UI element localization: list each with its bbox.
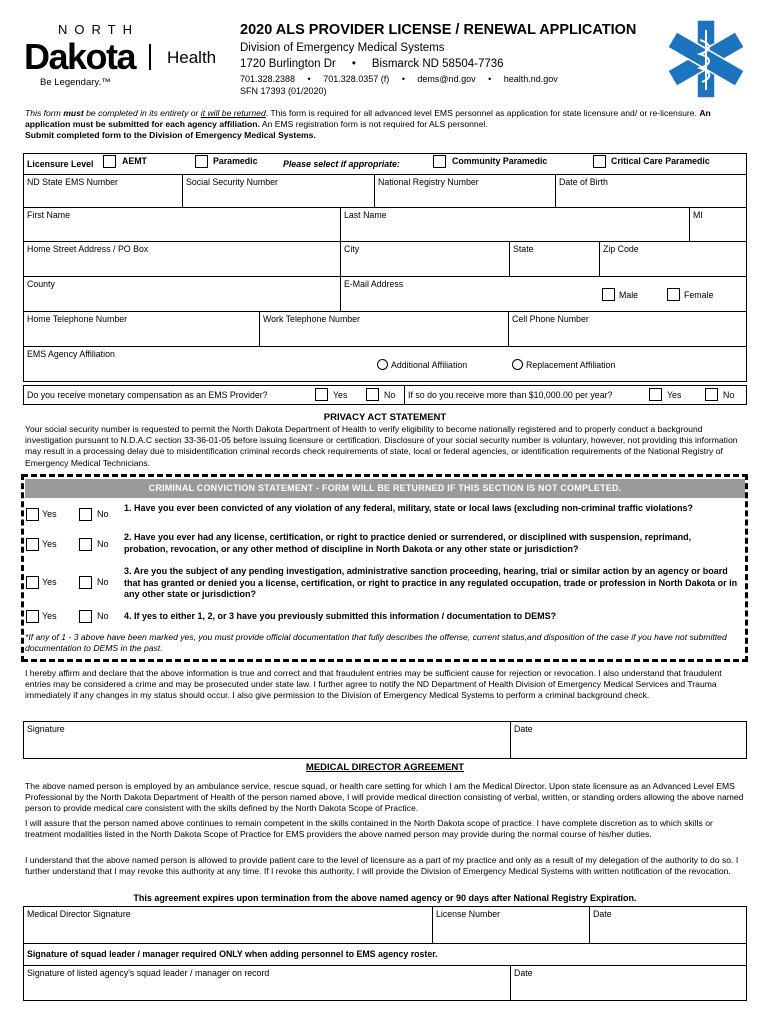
- email-field[interactable]: E-Mail Address: [340, 276, 747, 312]
- form-number: SFN 17393 (01/2020): [240, 86, 327, 96]
- criminal-question-2: 2. Have you ever had any license, certification, or right to practice denied or surrendered, or disciplined with suspension, reprimand, probation, revocation, or any other method of discipline in North Dakota or any other state or jurisdiction?: [124, 532, 692, 554]
- license-number-field[interactable]: License Number: [432, 906, 590, 944]
- please-select-label: Please select if appropriate:: [283, 159, 400, 169]
- state-field[interactable]: State: [509, 241, 600, 277]
- criminal-note: *If any of 1 - 3 above have been marked yes, you must provide official documentation that fully describes the offense, current status,and disposition of the case if you have not submitted documentation to DEMS in the past.: [25, 632, 727, 654]
- paramedic-label: Paramedic: [213, 156, 258, 166]
- q4-no-label: No: [97, 611, 109, 621]
- ssn-field[interactable]: Social Security Number: [182, 174, 375, 208]
- division-name: Division of Emergency Medical Systems: [240, 42, 445, 54]
- replacement-affiliation-radio[interactable]: [512, 359, 523, 370]
- ems-agency-field[interactable]: EMS Agency Affiliation: [23, 346, 747, 382]
- compensation-no-checkbox[interactable]: [366, 388, 379, 401]
- criminal-border-right: [745, 474, 748, 662]
- compensation-divider: [404, 385, 405, 405]
- first-name-field[interactable]: First Name: [23, 207, 341, 242]
- work-phone-field[interactable]: Work Telephone Number: [259, 311, 509, 347]
- medical-paragraph-3: I understand that the above named person is allowed to provide patient care to the level of licensure as a part of my practice and only as a result of my delegation of the authority to do so. I further understand that I may revoke this authority at any time. If I revoke this authority, I will provide the Division of Emergency Medical Systems with written notification of the revocation.: [25, 855, 739, 877]
- compensation-question: Do you receive monetary compensation as an EMS Provider?: [27, 390, 268, 400]
- community-paramedic-checkbox[interactable]: [433, 155, 446, 168]
- over-10000-question: If so do you receive more than $10,000.00 per year?: [408, 390, 613, 400]
- agreement-expiration: This agreement expires upon termination from the above named agency or 90 days after National Registry Expiration.: [133, 893, 637, 903]
- q2-yes-label: Yes: [42, 539, 57, 549]
- compensation-yes-label: Yes: [333, 390, 348, 400]
- city-field[interactable]: City: [340, 241, 510, 277]
- community-paramedic-label: Community Paramedic: [452, 156, 548, 166]
- q1-no-label: No: [97, 509, 109, 519]
- privacy-title: PRIVACY ACT STATEMENT: [323, 412, 447, 423]
- medical-paragraph-2: I will assure that the person named above continues to remain competent in the skills contained in the North Dakota scope of practice. I have complete discretion as to which skills or treatment modalities listed in the North Dakota Scope of Practice for EMS providers the above named person may provide during the normal course of his/her duties.: [25, 818, 713, 840]
- compensation-yes-checkbox[interactable]: [315, 388, 328, 401]
- over-10000-no-checkbox[interactable]: [705, 388, 718, 401]
- county-field[interactable]: County: [23, 276, 341, 312]
- critical-care-label: Critical Care Paramedic: [611, 156, 710, 166]
- logo-tagline: Be Legendary.™: [40, 77, 111, 88]
- squad-leader-date-field[interactable]: Date: [510, 965, 747, 1001]
- licensure-level-label: Licensure Level: [27, 159, 94, 169]
- division-address: 1720 Burlington Dr • Bismarck ND 58504-7736: [240, 58, 504, 70]
- additional-affiliation-radio[interactable]: [377, 359, 388, 370]
- criminal-border-bottom: [22, 659, 748, 662]
- criminal-question-3: 3. Are you the subject of any pending investigation, administrative sanction proceeding, hearing, trial or similar action by an agency or board that has granted or denied you a license, certification, or right to practice in any regulated occupation, trade or profession in North Dakota or in any other state or jurisdiction?: [124, 566, 738, 599]
- criminal-border-left: [21, 474, 24, 662]
- q3-no-checkbox[interactable]: [79, 576, 92, 589]
- aemt-checkbox[interactable]: [103, 155, 116, 168]
- logo-dakota: Dakota: [24, 36, 136, 77]
- q4-no-checkbox[interactable]: [79, 610, 92, 623]
- medical-director-title: MEDICAL DIRECTOR AGREEMENT: [305, 762, 465, 773]
- q1-no-checkbox[interactable]: [79, 508, 92, 521]
- aemt-label: AEMT: [122, 156, 147, 166]
- over-10000-yes-checkbox[interactable]: [649, 388, 662, 401]
- q2-no-label: No: [97, 539, 109, 549]
- home-address-field[interactable]: Home Street Address / PO Box: [23, 241, 341, 277]
- female-label: Female: [684, 290, 714, 300]
- q4-yes-label: Yes: [42, 611, 57, 621]
- last-name-field[interactable]: Last Name: [340, 207, 690, 242]
- logo-health: Health: [167, 48, 217, 67]
- cell-phone-field[interactable]: Cell Phone Number: [508, 311, 747, 347]
- q4-yes-checkbox[interactable]: [26, 610, 39, 623]
- logo-divider: [149, 44, 151, 70]
- middle-initial-field[interactable]: MI: [689, 207, 747, 242]
- compensation-no-label: No: [384, 390, 396, 400]
- female-checkbox[interactable]: [667, 288, 680, 301]
- q2-yes-checkbox[interactable]: [26, 538, 39, 551]
- star-of-life-icon: [666, 16, 746, 102]
- affirmation-text: I hereby affirm and declare that the above information is true and correct and that fraudulent entries may be sufficient cause for rejection or revocation. I also understand that fraudulent entries may be considered a crime and may be prosecuted under state law. I further agree to notify the ND Department of Health Division of Emergency Medical Services and Trauma immediately if any changes in my status should occur. I also give permission to the Division of Emergency Medical Systems to perform a criminal background check.: [25, 668, 722, 701]
- paramedic-checkbox[interactable]: [195, 155, 208, 168]
- nd-state-ems-field[interactable]: ND State EMS Number: [23, 174, 183, 208]
- medical-paragraph-1: The above named person is employed by an ambulance service, rescue squad, or health care setting for which I am the Medical Director. Upon state licensure as an Advanced Level EMS Professional by the North Dakota Department of Health of the person named above, I will provide medical direction consisting of verbal, written, or standing orders allowing the above named person to provide medical care consistent with the skills defined by the North Dakota Scope of Practice.: [25, 781, 744, 814]
- q3-yes-label: Yes: [42, 577, 57, 587]
- squad-leader-signature-field[interactable]: Signature of listed agency's squad leader / manager on record: [23, 965, 511, 1001]
- additional-affiliation-label: Additional Affiliation: [391, 360, 468, 370]
- squad-leader-note-row: Signature of squad leader / manager required ONLY when adding personnel to EMS agency roster.: [23, 943, 747, 966]
- male-checkbox[interactable]: [602, 288, 615, 301]
- criminal-question-1: 1. Have you ever been convicted of any violation of any federal, military, state or local laws (excluding non-criminal traffic violations?: [124, 503, 693, 513]
- division-contact: 701.328.2388 • 701.328.0357 (f) • dems@nd.gov • health.nd.gov: [240, 74, 558, 84]
- criminal-border-top: [22, 474, 748, 477]
- home-phone-field[interactable]: Home Telephone Number: [23, 311, 260, 347]
- q3-no-label: No: [97, 577, 109, 587]
- q1-yes-label: Yes: [42, 509, 57, 519]
- logo-north: NORTH: [58, 22, 139, 37]
- signature-date-field[interactable]: Date: [510, 721, 747, 759]
- critical-care-checkbox[interactable]: [593, 155, 606, 168]
- form-title: 2020 ALS PROVIDER LICENSE / RENEWAL APPLICATION: [240, 22, 637, 38]
- intro-text: This form must be completed in its entirety or it will be returned. This form is required for all advanced level EMS personnel as application for state licensure and/ or re-licensure. An application must be submitted for each agency affiliation. An EMS registration form is not required for ALS personnel. Submit completed form to the Division of Emergency Medical Systems.: [25, 108, 711, 141]
- replacement-affiliation-label: Replacement Affiliation: [526, 360, 616, 370]
- signature-field[interactable]: Signature: [23, 721, 511, 759]
- date-of-birth-field[interactable]: Date of Birth: [555, 174, 747, 208]
- over-10000-no-label: No: [723, 390, 735, 400]
- medical-director-signature-field[interactable]: Medical Director Signature: [23, 906, 433, 944]
- national-registry-field[interactable]: National Registry Number: [374, 174, 556, 208]
- privacy-text: Your social security number is requested to permit the North Dakota Department of Health to verify eligibility to become nationally registered and to properly conduct a background investigation pursuant to N.D.A.C section 33-36-01-05 before issuing licensure or certification. Disclosure of your social security number is voluntary, however, not providing this information may result in a processing delay due to misidentification criminal records check requirements of state, local or federal agencies, or identification requirements of the National Registry of Emergency Medical Technicians.: [25, 424, 738, 468]
- over-10000-yes-label: Yes: [667, 390, 682, 400]
- male-label: Male: [619, 290, 639, 300]
- zip-code-field[interactable]: Zip Code: [599, 241, 747, 277]
- q2-no-checkbox[interactable]: [79, 538, 92, 551]
- criminal-statement-title: CRIMINAL CONVICTION STATEMENT - FORM WILL BE RETURNED IF THIS SECTION IS NOT COMPLETED.: [25, 479, 745, 498]
- q1-yes-checkbox[interactable]: [26, 508, 39, 521]
- criminal-question-4: 4. If yes to either 1, 2, or 3 have you previously submitted this information / documentation to DEMS?: [124, 611, 557, 621]
- medical-director-date-field[interactable]: Date: [589, 906, 747, 944]
- q3-yes-checkbox[interactable]: [26, 576, 39, 589]
